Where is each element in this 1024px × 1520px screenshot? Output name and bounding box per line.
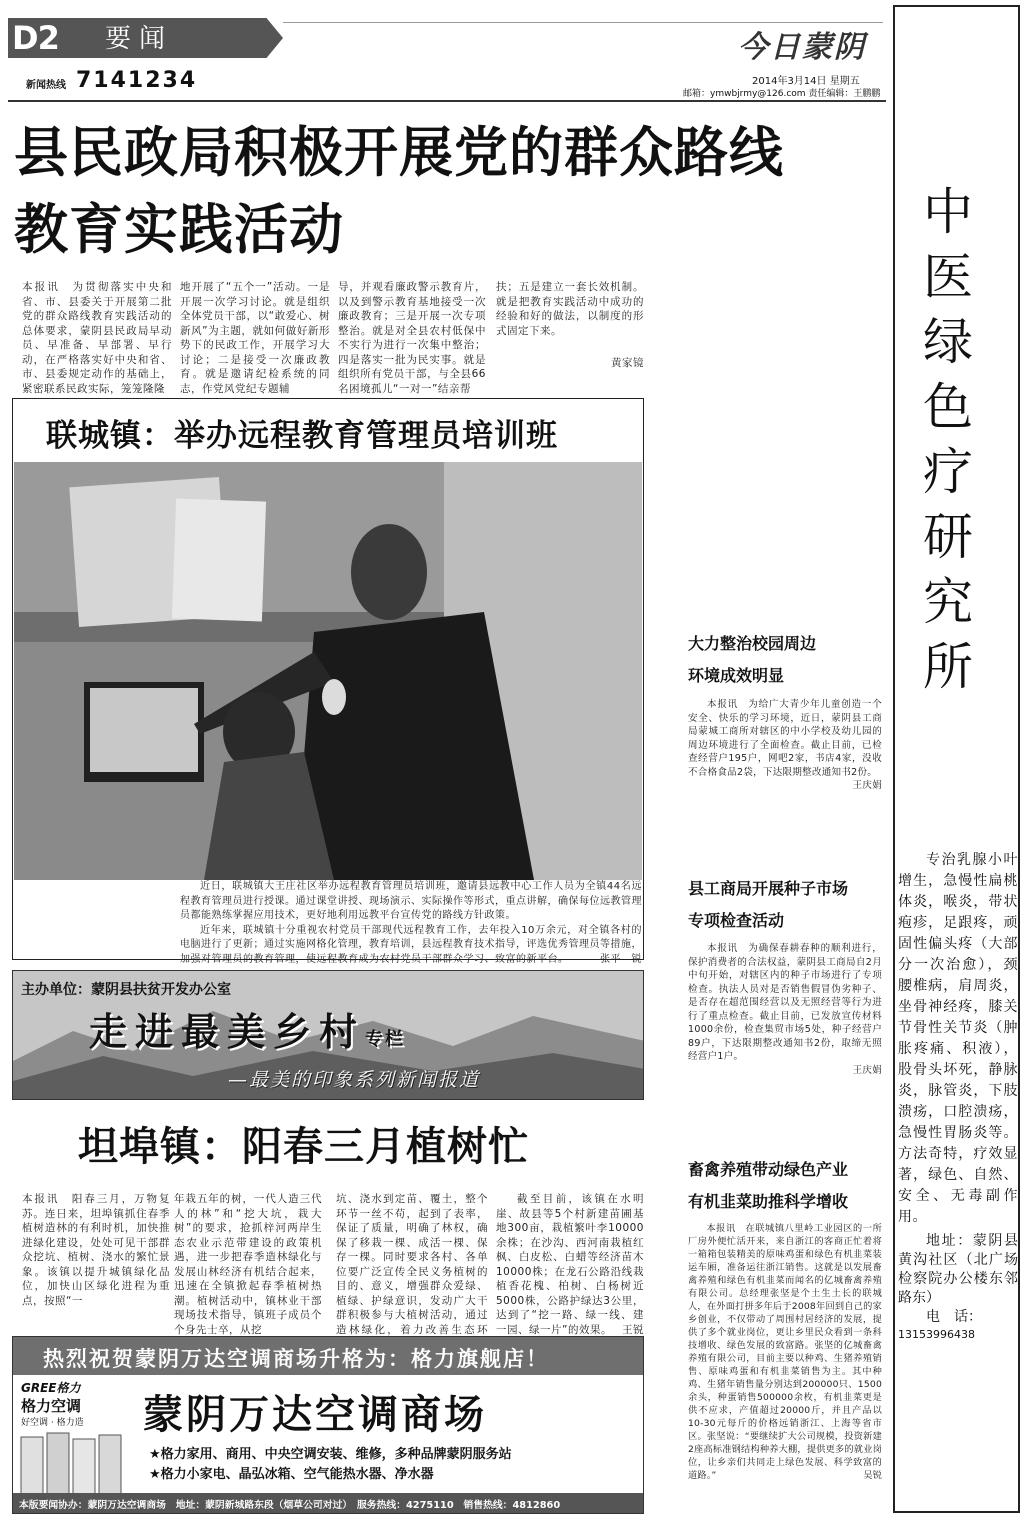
lead-col-1: 本报讯 为贯彻落实中央和省、市、县委关于开展第二批党的群众路线教育实践活动的总体要求，蒙阴县民政局早动员、早准备、早部署、早行动，在严格落实好中央和省、市、县委规定动作的基础上，紧密联系民政实际，笼笼隆隆	[22, 281, 172, 395]
side3-byline: 吴锐	[863, 1470, 882, 1481]
air-conditioner-units	[19, 1429, 129, 1499]
sidebar-ad-title: 中医绿色疗研究所	[923, 183, 973, 696]
photo-caption-p1: 近日，联城镇大王庄社区举办远程教育管理员培训班，邀请县远教中心工作人员为全镇44名远程教育管理员进行授课。通过课堂讲授、现场演示、实际操作等形式，重点讲解，确保每位远教管理员都能熟练掌握应用技术，更好地利用远教平台宣传党的路线方针政策。	[180, 881, 642, 921]
date-line: 2014年3月14日 星期五	[752, 76, 860, 87]
photo-byline: 张平 锐	[600, 954, 642, 965]
second-col-3: 坑、浇水到定苗、覆土，整个环节一丝不苟，起到了表率，保证了质量，明确了林权，确保了移栽一棵、成活一棵、保存一棵。同时要求各村、各单位要广泛宣传全民义务植树的目的、意义，增强群众爱绿、植绿、护绿意识，发动广大干群积极参与大植树活动，通过造林绿化，着力改善生态环	[336, 1193, 488, 1336]
headline-line1: 县民政局积极开展党的群众路线	[14, 121, 784, 184]
store-line-1: ★格力家用、商用、中央空调安装、维修，多种品牌蒙阴服务站	[149, 1447, 512, 1462]
gree-logo-cn: 格力空调	[21, 1397, 82, 1415]
lead-col-2: 地开展了“五个一”活动。一是开展一次学习讨论。就是组织全体党员干部，以“敢爱心、树新风”为主题，就如何做好新形势下的民政工作，开展学习大讨论；二是接受一次廉政教育。就是邀请纪检系统的同志，作党风党纪专题辅	[180, 281, 330, 395]
contact-line: 邮箱：ymwbjrmy@126.com 责任编辑：王鹏鹏	[683, 89, 881, 99]
sidebar-ad-phone-label: 电 话：	[926, 1309, 982, 1325]
training-photo	[14, 462, 642, 880]
lead-col-3: 导，并观看廉政警示教育片，以及到警示教育基地接受一次廉政教育；三是开展一次专项整治。就是对全县农村低保中不实行为进行一次集中整治；四是落实一批为民实事。就是组织所有党员干部，与全县66名困境孤儿“一对一”结亲帮	[338, 281, 486, 395]
sidebar-ad-body-box	[898, 850, 1018, 1343]
side2-title-1: 县工商局开展种子市场	[688, 879, 849, 898]
side3-title-2: 有机韭菜助推科学增收	[688, 1192, 849, 1211]
gree-slogan: 好空调 · 格力造	[21, 1418, 84, 1428]
side2-text: 本报讯 为确保春耕春种的顺利进行，保护消费者的合法权益，蒙阴县工商局自2月中旬开始，对辖区内的种子市场进行了专项检查。执法人员对是否销售假冒伪劣种子、是否存在超范围经营以及无照经营等行为进行了重点检查。截止目前，已发放宣传材料1000余份，检查集贸市场5处，种子经营户89户，下达限期整改通知书2份，取缔无照经营户1户。	[688, 943, 882, 1062]
sidebar-ad-body: 专治乳腺小叶增生，急慢性扁桃体炎，喉炎，带状疱疹，足跟疼，顽固性偏头疼（大部分一次治愈），颈腰椎病，肩周炎，坐骨神经疼，膝关节骨性关节炎（肿胀疼痛、积液），股骨头坏死，静脉炎，脉管炎，下肢溃疡，口腔溃疡，急慢性胃肠炎等。方法奇特，疗效显著，绿色、自然、安全、无毒副作用。	[898, 852, 1018, 1225]
second-col-1: 本报讯 阳春三月，万物复苏。连日来，坦埠镇抓住春季植树造林的有利时机，加快推进绿化建设，处处可见干部群众挖坑、植树、浇水的繁忙景象。该镇以提升城镇绿化品位，加快山区绿化进程为重点，按照“一	[22, 1193, 170, 1307]
side1-title-2: 环境成效明显	[688, 666, 785, 685]
bottom-ad-footer: 本版要闻协办：蒙阴万达空调商场 地址：蒙阴新城路东段（烟草公司对过） 服务热线：4275110 销售热线：4812860	[19, 1500, 561, 1511]
village-host: 主办单位：蒙阴县扶贫开发办公室	[21, 982, 231, 998]
side1-body	[688, 698, 882, 793]
second-col-2: 年栽五年的树，一代人造三代人的林”和“挖大坑，栽大树”的要求，抢抓梓河两岸生态农业示范带建设的政策机遇，进一步把春季造林绿化与发展山林经济有机结合起来，迅速在全镇掀起春季植树热潮。植树活动中，镇林业干部现场技术指导，镇班子成员个个身先士卒，从挖	[174, 1193, 322, 1336]
photo-story-headline: 联城镇：举办远程教育管理员培训班	[46, 418, 558, 454]
store-line-2: ★格力小家电、晶弘冰箱、空气能热水器、净水器	[149, 1467, 434, 1482]
side2-body	[688, 942, 882, 1077]
side2-title-2: 专项检查活动	[688, 911, 785, 930]
side2-byline: 王庆娟	[852, 1064, 882, 1076]
gree-logo: GREE格力	[21, 1381, 81, 1395]
photo-caption	[180, 880, 642, 968]
hotline-label: 新闻热线	[26, 80, 66, 91]
store-name: 蒙阴万达空调商场	[143, 1392, 487, 1438]
lead-col-4-text: 扶；五是建立一套长效机制。就是把教育实践活动中成功的经验和好的做法，以制度的形式固定下来。	[496, 281, 644, 337]
sidebar-ad-address: 地址：蒙阴县黄沟社区（北广场检察院办公楼东邻路东）	[898, 1233, 1018, 1306]
village-subtitle: —最美的印象系列新闻报道	[228, 1069, 481, 1091]
second-headline: 坦埠镇：阳春三月植树忙	[78, 1124, 529, 1170]
page-number: D2	[12, 19, 59, 57]
side1-byline: 王庆娟	[852, 780, 882, 791]
side1-text: 本报讯 为给广大青少年儿童创造一个安全、快乐的学习环境，近日，蒙阴县工商局蒙城工商所对辖区的中小学校及幼儿园的周边环境进行了全面检查。截止目前，已检查经营户195户，网吧2家，书店4家，没收不合格食品2袋，下达限期整改通知书2份。	[688, 699, 882, 778]
bottom-ad-congrats: 热烈祝贺蒙阴万达空调商场升格为：格力旗舰店！	[43, 1347, 549, 1371]
village-title-suffix: 专栏	[365, 1029, 406, 1050]
lead-col-4	[496, 280, 644, 371]
side1-title-1: 大力整治校园周边	[688, 634, 817, 653]
side3-title-1: 畜禽养殖带动绿色产业	[688, 1160, 849, 1179]
lead-byline: 黄家镜	[611, 357, 644, 369]
village-banner	[12, 970, 644, 1100]
training-photo-art	[14, 462, 642, 880]
masthead-bottom-rule	[8, 100, 886, 102]
side3-body	[688, 1222, 882, 1482]
photo-caption-p2: 近年来，联城镇十分重视农村党员干部现代远程教育工作，去年投入10万余元，对全镇各村的电脑进行了更新；通过实施网格化管理，教育培训，县远程教育技术指导，评选优秀管理员等措施，加强对管理员的教育管理，使远程教育成为农村党员干部群众学习、致富的新平台。	[180, 924, 642, 965]
village-title	[89, 1001, 405, 1056]
village-title-text: 走进最美乡村	[89, 1009, 366, 1054]
second-col-4-text: 截至目前，该镇在水明崖、故县等5个村新建苗圃基地300亩，栽植繁叶李10000余株；在沙沟、西河南栽植红枫、白皮松、白蜡等经济苗木10000株；在龙石公路沿线栽植香花槐、柏树、白杨树近5000株，公路护绿达3公里，达到了“挖一路、绿一线、建一园、绿一片”的效果。	[496, 1193, 644, 1336]
side3-text: 本报讯 在联城镇八里岭工业园区的一所厂房外便忙活开来，来自浙江的客商正忙着将一箱箱包装精美的原味鸡蛋和绿色有机韭菜装运车厢，准备运往浙江销售。这就是以发展畜禽养殖和绿色有机韭菜而闻名的亿城畜禽养殖有限公司。总经理张坚是个土生土长的联城人，在外面打拼多年后于2008年回到自己的家乡创业，不仅带动了周围村居经济的发展，提供了多个就业岗位，更让乡里民众看到一条科技增收、绿色发展的致富路。张坚的亿城畜禽养殖有限公司，目前主要以种鸡、生猪养殖销售、原味鸡蛋和有机韭菜销售为主。其中种鸡、生猪年销售量分别达到200000只、1500余头，种蛋销售500000余枚，有机韭菜更是供不应求，产值超过20000斤，并且产品以10-30元每斤的价格远销浙江、上海等省市区。张坚说：“要继续扩大公司规模，投资新建2座高标准钢结构种养大棚，提供更多的就业岗位，让乡亲们共同走上绿色发展、科学致富的道路。”	[688, 1223, 882, 1481]
second-col-4	[496, 1192, 644, 1338]
sidebar-ad-phone: 13153996438	[898, 1328, 975, 1341]
hotline-number: 7141234	[76, 68, 198, 93]
bottom-ad	[12, 1336, 644, 1514]
paper-logo: 今日蒙阴	[738, 30, 866, 65]
headline-line2: 教育实践活动	[14, 198, 344, 261]
second-byline: 王锐	[622, 1324, 644, 1336]
section-label: 要闻	[105, 24, 174, 54]
